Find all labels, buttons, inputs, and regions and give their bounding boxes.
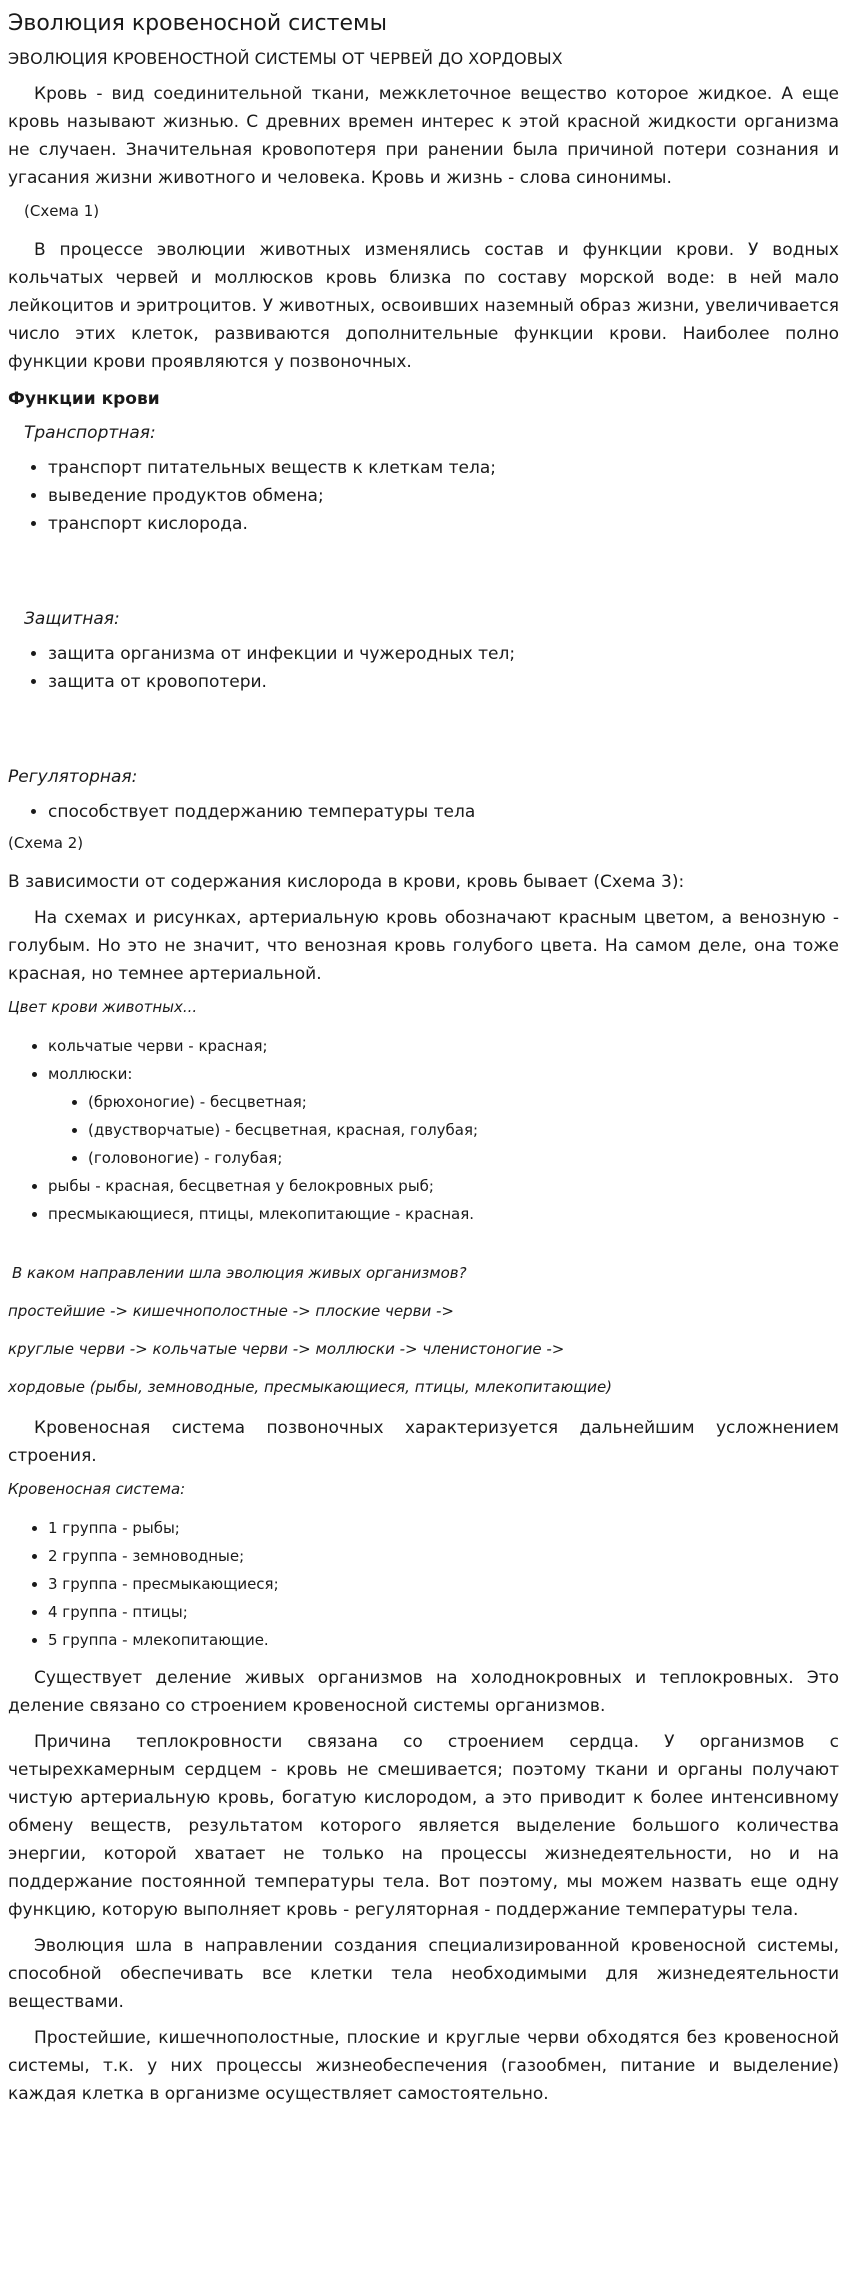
vertebrate-paragraph: Кровеносная система позвоночных характеризуется дальнейшим усложнением строения.: [8, 1418, 839, 1466]
warm-blooded-paragraph: Причина теплокровности связана со строением сердца. У организмов с четырехкамерным сердцем - кровь не смешивается; поэтому ткани и органы получают чистую артериальную кровь, богатую кислородом, а это приводит к более интенсивному обмену веществ, результатом которого является выделение большого количества энергии, которой хватает не только на процессы жизнедеятельности, но и на поддержание постоянной температуры тела. Вот поэтому, мы можем назвать еще одну функцию, которую выполняет кровь - регуляторная - поддержание температуры тела.: [8, 1732, 839, 1920]
list-item: • пресмыкающиеся, птицы, млекопитающие - красная.: [48, 1200, 839, 1228]
list-item: • транспорт питательных веществ к клеткам тела;: [48, 454, 839, 482]
scheme-2-label: (Схема 2): [8, 834, 84, 852]
list-item: • (двустворчатые) - бесцветная, красная, голубая;: [88, 1116, 839, 1144]
list-item: • (головоногие) - голубая;: [88, 1144, 839, 1172]
list-item: • выведение продуктов обмена;: [48, 482, 839, 510]
list-item: • (брюхоногие) - бесцветная;: [88, 1088, 839, 1116]
evolution-question: В каком направлении шла эволюция живых организмов?: [12, 1264, 467, 1282]
circulatory-heading: Кровеносная система:: [8, 1480, 186, 1498]
blood-color-heading: Цвет крови животных...: [8, 998, 198, 1016]
list-item: • кольчатые черви - красная;: [48, 1032, 839, 1060]
evolution-chain-line-3: хордовые (рыбы, земноводные, пресмыкающиеся, птицы, млекопитающие): [8, 1378, 613, 1396]
evolution-paragraph: В процессе эволюции животных изменялись состав и функции крови. У водных кольчатых червей и моллюсков кровь близка по составу морской воде: в ней мало лейкоцитов и эритроцитов. У животных, освоивших наземный образ жизни, увеличивается число этих клеток, развиваются дополнительные функции крови. Наиболее полно функции крови проявляются у позвоночных.: [8, 240, 839, 372]
page-subtitle: ЭВОЛЮЦИЯ КРОВЕНОСТНОЙ СИСТЕМЫ ОТ ЧЕРВЕЙ ДО ХОРДОВЫХ: [8, 49, 563, 68]
protective-heading: Защитная:: [24, 609, 120, 629]
arterial-paragraph: На схемах и рисунках, артериальную кровь обозначают красным цветом, а венозную - голубым. Но это не значит, что венозная кровь голубого цвета. На самом деле, она тоже красная, но темнее артериальной.: [8, 908, 839, 984]
list-item: • транспорт кислорода.: [48, 510, 839, 538]
list-item: • защита от кровопотери.: [48, 668, 839, 696]
regulatory-heading: Регуляторная:: [8, 767, 138, 787]
page-title: Эволюция кровеносной системы: [8, 11, 387, 36]
direction-paragraph: Эволюция шла в направлении создания специализированной кровеносной системы, способной обеспечивать все клетки тела необходимыми для жизнедеятельности веществами.: [8, 1936, 839, 2012]
list-item: • защита организма от инфекции и чужеродных тел;: [48, 640, 839, 668]
simple-organisms-paragraph: Простейшие, кишечнополостные, плоские и круглые черви обходятся без кровеносной системы, т.к. у них процессы жизнеобеспечения (газообмен, питание и выделение) каждая клетка в организме осуществляет самостоятельно.: [8, 2028, 839, 2104]
intro-paragraph: Кровь - вид соединительной ткани, межклеточное вещество которое жидкое. А еще кровь называют жизнью. С древних времен интерес к этой красной жидкости организма не случаен. Значительная кровопотеря при ранении была причиной потери сознания и угасания жизни животного и человека. Кровь и жизнь - слова синонимы.: [8, 84, 839, 188]
protective-list: [8, 640, 839, 696]
list-item: • 3 группа - пресмыкающиеся;: [48, 1570, 839, 1598]
list-item: • 1 группа - рыбы;: [48, 1514, 839, 1542]
regulatory-list: [8, 798, 839, 826]
list-item: • 2 группа - земноводные;: [48, 1542, 839, 1570]
blood-color-list: [8, 1032, 839, 1228]
transport-heading: Транспортная:: [24, 423, 156, 443]
list-item: [48, 1060, 839, 1172]
functions-heading: Функции крови: [8, 389, 160, 409]
list-item: • 4 группа - птицы;: [48, 1598, 839, 1626]
evolution-chain-line-1: простейшие -> кишечнополостные -> плоские черви ->: [8, 1302, 455, 1320]
scheme-1-label: (Схема 1): [24, 202, 100, 220]
list-item: • рыбы - красная, бесцветная у белокровных рыб;: [48, 1172, 839, 1200]
transport-list: [8, 454, 839, 538]
mollusks-sublist: [48, 1088, 839, 1172]
groups-list: [8, 1514, 839, 1654]
list-item: • способствует поддержанию температуры тела: [48, 798, 839, 826]
oxygen-paragraph: В зависимости от содержания кислорода в крови, кровь бывает (Схема 3):: [8, 872, 685, 892]
list-item: • 5 группа - млекопитающие.: [48, 1626, 839, 1654]
mollusks-label: моллюски:: [48, 1065, 133, 1083]
division-paragraph: Существует деление живых организмов на холоднокровных и теплокровных. Это деление связано со строением кровеносной системы организмов.: [8, 1668, 839, 1716]
evolution-chain-line-2: круглые черви -> кольчатые черви -> моллюски -> членистоногие ->: [8, 1340, 565, 1358]
